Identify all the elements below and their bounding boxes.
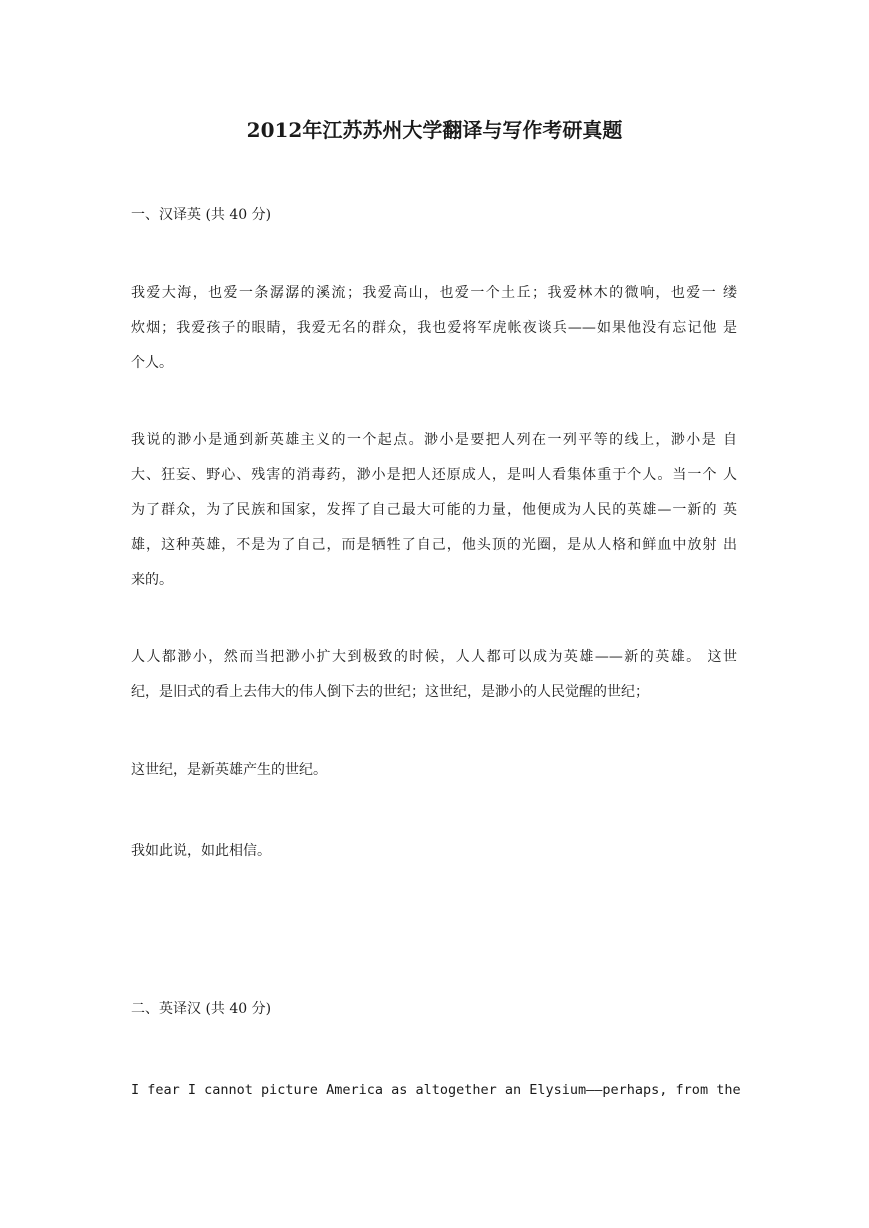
document-title: 2012年江苏苏州大学翻译与写作考研真题 (246, 118, 623, 142)
paragraph-2-line-5: 来的。 (131, 572, 173, 588)
section-1-heading: 一、汉译英 (共 40 分) (131, 207, 272, 223)
paragraph-1-line-2: 炊烟；我爱孩子的眼睛，我爱无名的群众，我也爱将军虎帐夜谈兵——如果他没有忘记他 是 (131, 320, 737, 336)
paragraph-1-line-3: 个人。 (131, 355, 173, 371)
paragraph-4: 这世纪，是新英雄产生的世纪。 (131, 762, 327, 778)
paragraph-2-line-4: 雄，这种英雄，不是为了自己，而是牺牲了自己，他头顶的光圈，是从人格和鲜血中放射 出 (131, 537, 737, 553)
paragraph-6: I fear I cannot picture America as altogether an Elysium——perhaps, from the (131, 1082, 741, 1098)
paragraph-5: 我如此说，如此相信。 (131, 843, 271, 859)
paragraph-2-line-3: 为了群众，为了民族和国家，发挥了自己最大可能的力量，他便成为人民的英雄—一新的 英 (131, 502, 737, 518)
paragraph-1-line-1: 我爱大海，也爱一条潺潺的溪流；我爱高山，也爱一个土丘；我爱林木的微响，也爱一 缕 (131, 285, 737, 301)
paragraph-2-line-2: 大、狂妄、野心、残害的消毒药，渺小是把人还原成人，是叫人看集体重于个人。当一个 人 (131, 467, 737, 483)
section-2-heading: 二、英译汉 (共 40 分) (131, 1001, 272, 1017)
paragraph-3-line-1: 人人都渺小，然而当把渺小扩大到极致的时候，人人都可以成为英雄——新的英雄。 这世 (131, 649, 737, 665)
paragraph-3-line-2: 纪，是旧式的看上去伟大的伟人倒下去的世纪；这世纪，是渺小的人民觉醒的世纪； (131, 684, 649, 700)
paragraph-2-line-1: 我说的渺小是通到新英雄主义的一个起点。渺小是要把人列在一列平等的线上，渺小是 自 (131, 432, 737, 448)
